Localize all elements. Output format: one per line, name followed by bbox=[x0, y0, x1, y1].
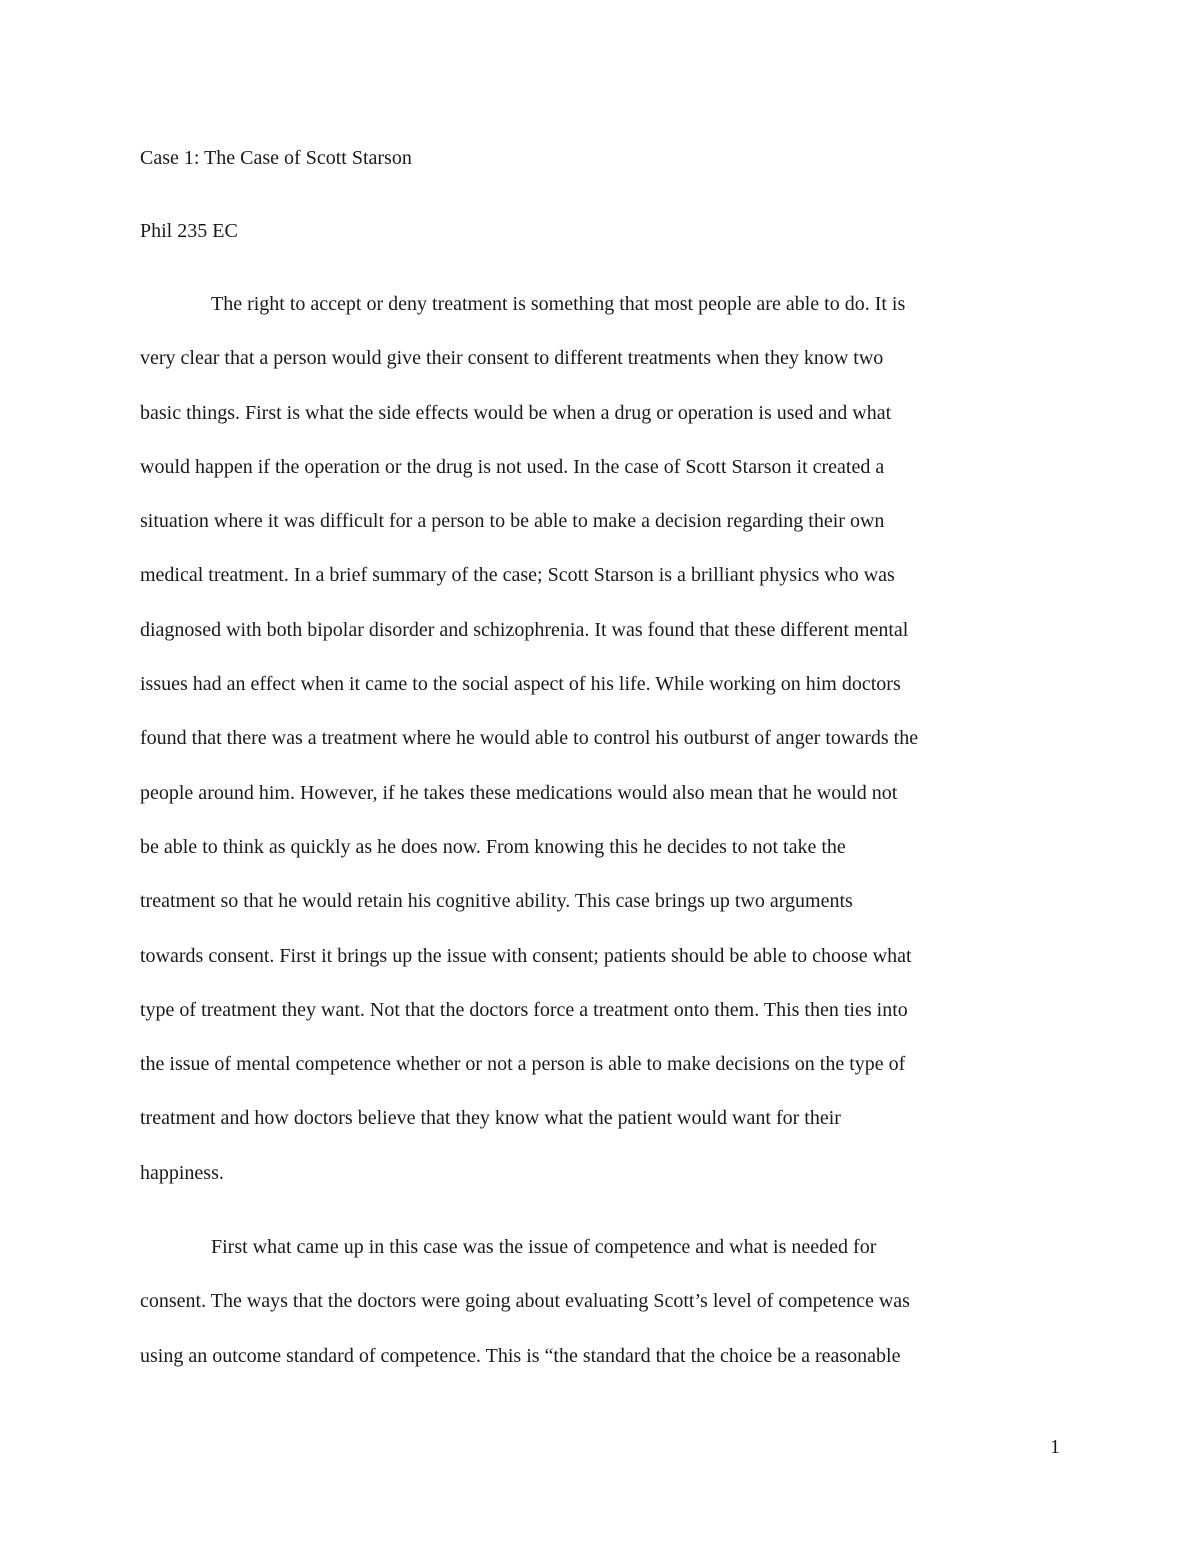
text-line: people around him. However, if he takes these medications would also mean that he would not bbox=[140, 781, 898, 804]
text-line: First what came up in this case was the issue of competence and what is needed for bbox=[211, 1236, 877, 1259]
text-line: treatment and how doctors believe that they know what the patient would want for their bbox=[140, 1107, 841, 1130]
page-number: 1 bbox=[1050, 1436, 1060, 1458]
text-line: would happen if the operation or the drug is not used. In the case of Scott Starson it created a bbox=[140, 455, 885, 478]
text-line: very clear that a person would give their consent to different treatments when they know two bbox=[140, 347, 884, 370]
paragraph-2 bbox=[140, 1232, 1060, 1395]
text-line: situation where it was difficult for a person to be able to make a decision regarding their own bbox=[140, 510, 885, 533]
text-line: treatment so that he would retain his cognitive ability. This case brings up two arguments bbox=[140, 890, 853, 913]
text-line: type of treatment they want. Not that the doctors force a treatment onto them. This then ties into bbox=[140, 998, 908, 1021]
text-line: consent. The ways that the doctors were going about evaluating Scott’s level of competence was bbox=[140, 1290, 910, 1313]
text-line: happiness. bbox=[140, 1161, 224, 1184]
document-title: Case 1: The Case of Scott Starson bbox=[140, 147, 412, 169]
text-line: the issue of mental competence whether or not a person is able to make decisions on the type of bbox=[140, 1053, 906, 1076]
text-line: found that there was a treatment where he would able to control his outburst of anger towards the bbox=[140, 727, 919, 750]
course-label: Phil 235 EC bbox=[140, 220, 238, 242]
text-line: be able to think as quickly as he does now. From knowing this he decides to not take the bbox=[140, 835, 846, 858]
paragraph-gap bbox=[140, 1212, 1060, 1232]
text-line: issues had an effect when it came to the social aspect of his life. While working on him doctors bbox=[140, 673, 901, 696]
text-line: towards consent. First it brings up the issue with consent; patients should be able to choose what bbox=[140, 944, 912, 967]
text-line: using an outcome standard of competence. This is “the standard that the choice be a reasonable bbox=[140, 1344, 901, 1367]
text-line: medical treatment. In a brief summary of the case; Scott Starson is a brilliant physics who was bbox=[140, 564, 895, 587]
text-line: basic things. First is what the side effects would be when a drug or operation is used and what bbox=[140, 401, 892, 424]
text-line: diagnosed with both bipolar disorder and schizophrenia. It was found that these different mental bbox=[140, 618, 909, 641]
paragraph-1 bbox=[140, 289, 1060, 1212]
document-body bbox=[140, 289, 1060, 1395]
text-line: The right to accept or deny treatment is something that most people are able to do. It is bbox=[211, 293, 906, 315]
